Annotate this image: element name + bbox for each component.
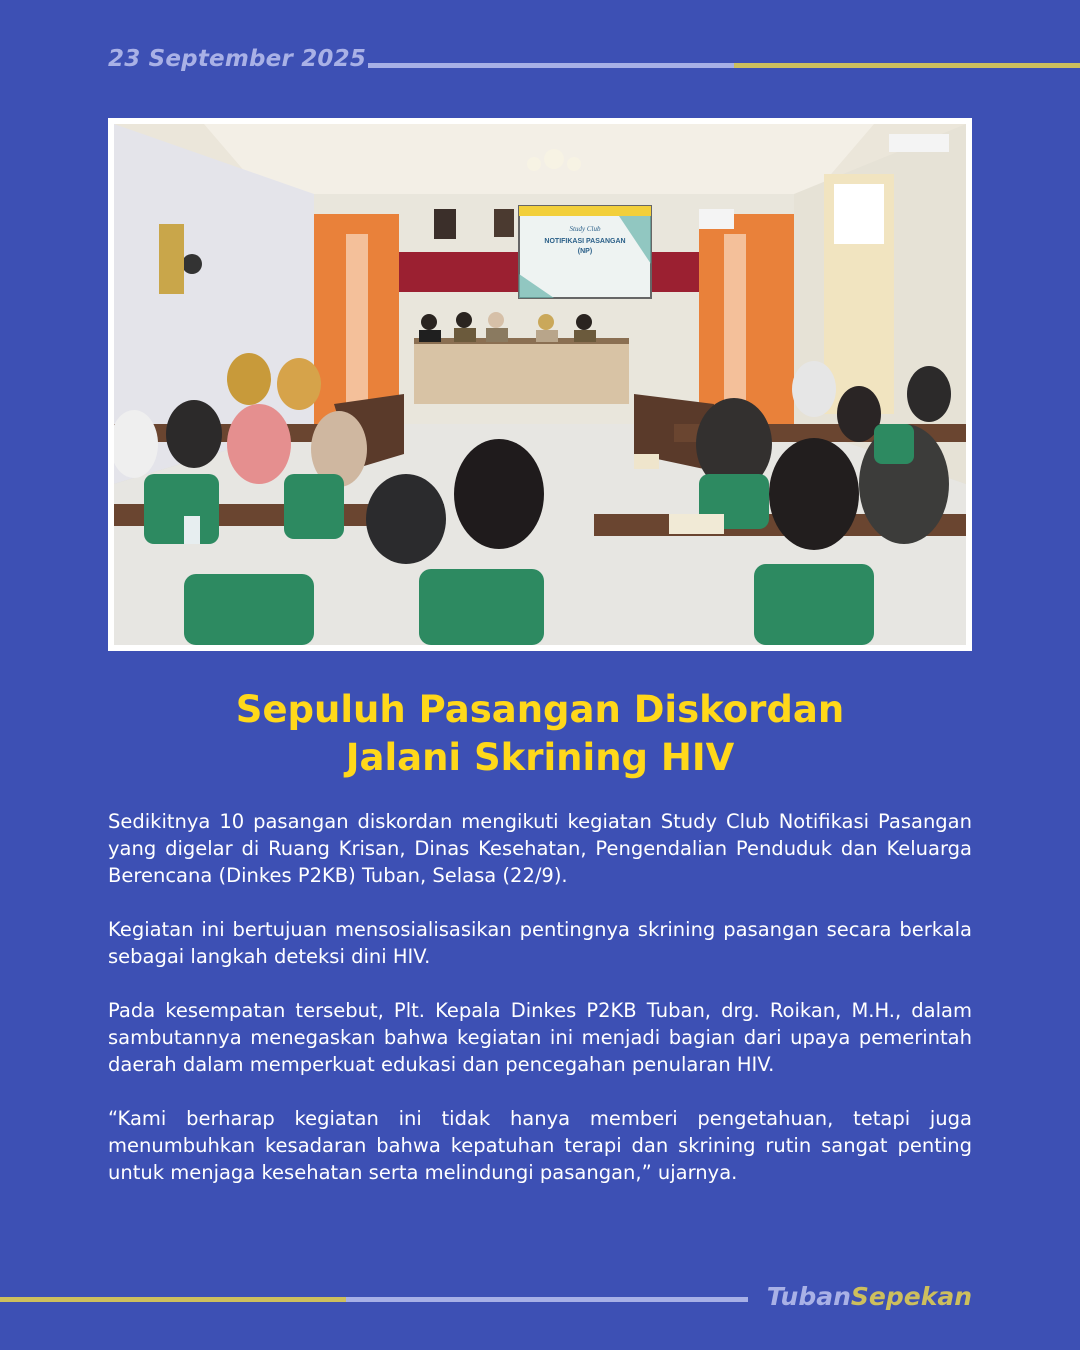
brand-part-2: Sepekan bbox=[850, 1282, 972, 1311]
headline-line-2: Jalani Skrining HIV bbox=[345, 736, 735, 779]
headline-line-1: Sepuluh Pasangan Diskordan bbox=[235, 688, 845, 731]
header-divider-gold bbox=[734, 63, 1080, 68]
event-photo bbox=[108, 118, 972, 651]
paragraph-4: “Kami berharap kegiatan ini tidak hanya memberi pengetahuan, tetapi juga menumbuhkan kesadaran bahwa kepatuhan terapi dan skrining rutin sangat penting untuk menjaga kesehatan serta melindungi pasangan,” ujarnya. bbox=[108, 1107, 972, 1184]
screen-text-3: (NP) bbox=[577, 248, 593, 255]
paragraph-2: Kegiatan ini bertujuan mensosialisasikan pentingnya skrining pasangan secara berkala sebagai langkah deteksi dini HIV. bbox=[108, 918, 972, 968]
footer-divider-lavender bbox=[346, 1297, 748, 1302]
header-divider-lavender bbox=[368, 63, 734, 68]
screen-text-2: NOTIFIKASI PASANGAN bbox=[544, 238, 626, 245]
brand-logo bbox=[767, 1282, 972, 1311]
footer-divider-gold bbox=[0, 1297, 346, 1302]
article-body bbox=[108, 808, 972, 1213]
screen-text-1: Study Club bbox=[569, 225, 601, 233]
paragraph-1: Sedikitnya 10 pasangan diskordan mengikuti kegiatan Study Club Notifikasi Pasangan yang digelar di Ruang Krisan, Dinas Kesehatan, Pengendalian Penduduk dan Keluarga Berencana (Dinkes P2KB) Tuban, Selasa (22/9). bbox=[108, 810, 972, 887]
brand-part-1: Tuban bbox=[766, 1282, 851, 1311]
headline bbox=[0, 686, 1080, 782]
paragraph-3: Pada kesempatan tersebut, Plt. Kepala Dinkes P2KB Tuban, drg. Roikan, M.H., dalam sambutannya menegaskan bahwa kegiatan ini menjadi bagian dari upaya pemerintah daerah dalam memperkuat edukasi dan pencegahan penularan HIV. bbox=[108, 999, 972, 1076]
date: 23 September 2025 bbox=[108, 46, 367, 72]
meeting-room-photo bbox=[114, 124, 966, 645]
